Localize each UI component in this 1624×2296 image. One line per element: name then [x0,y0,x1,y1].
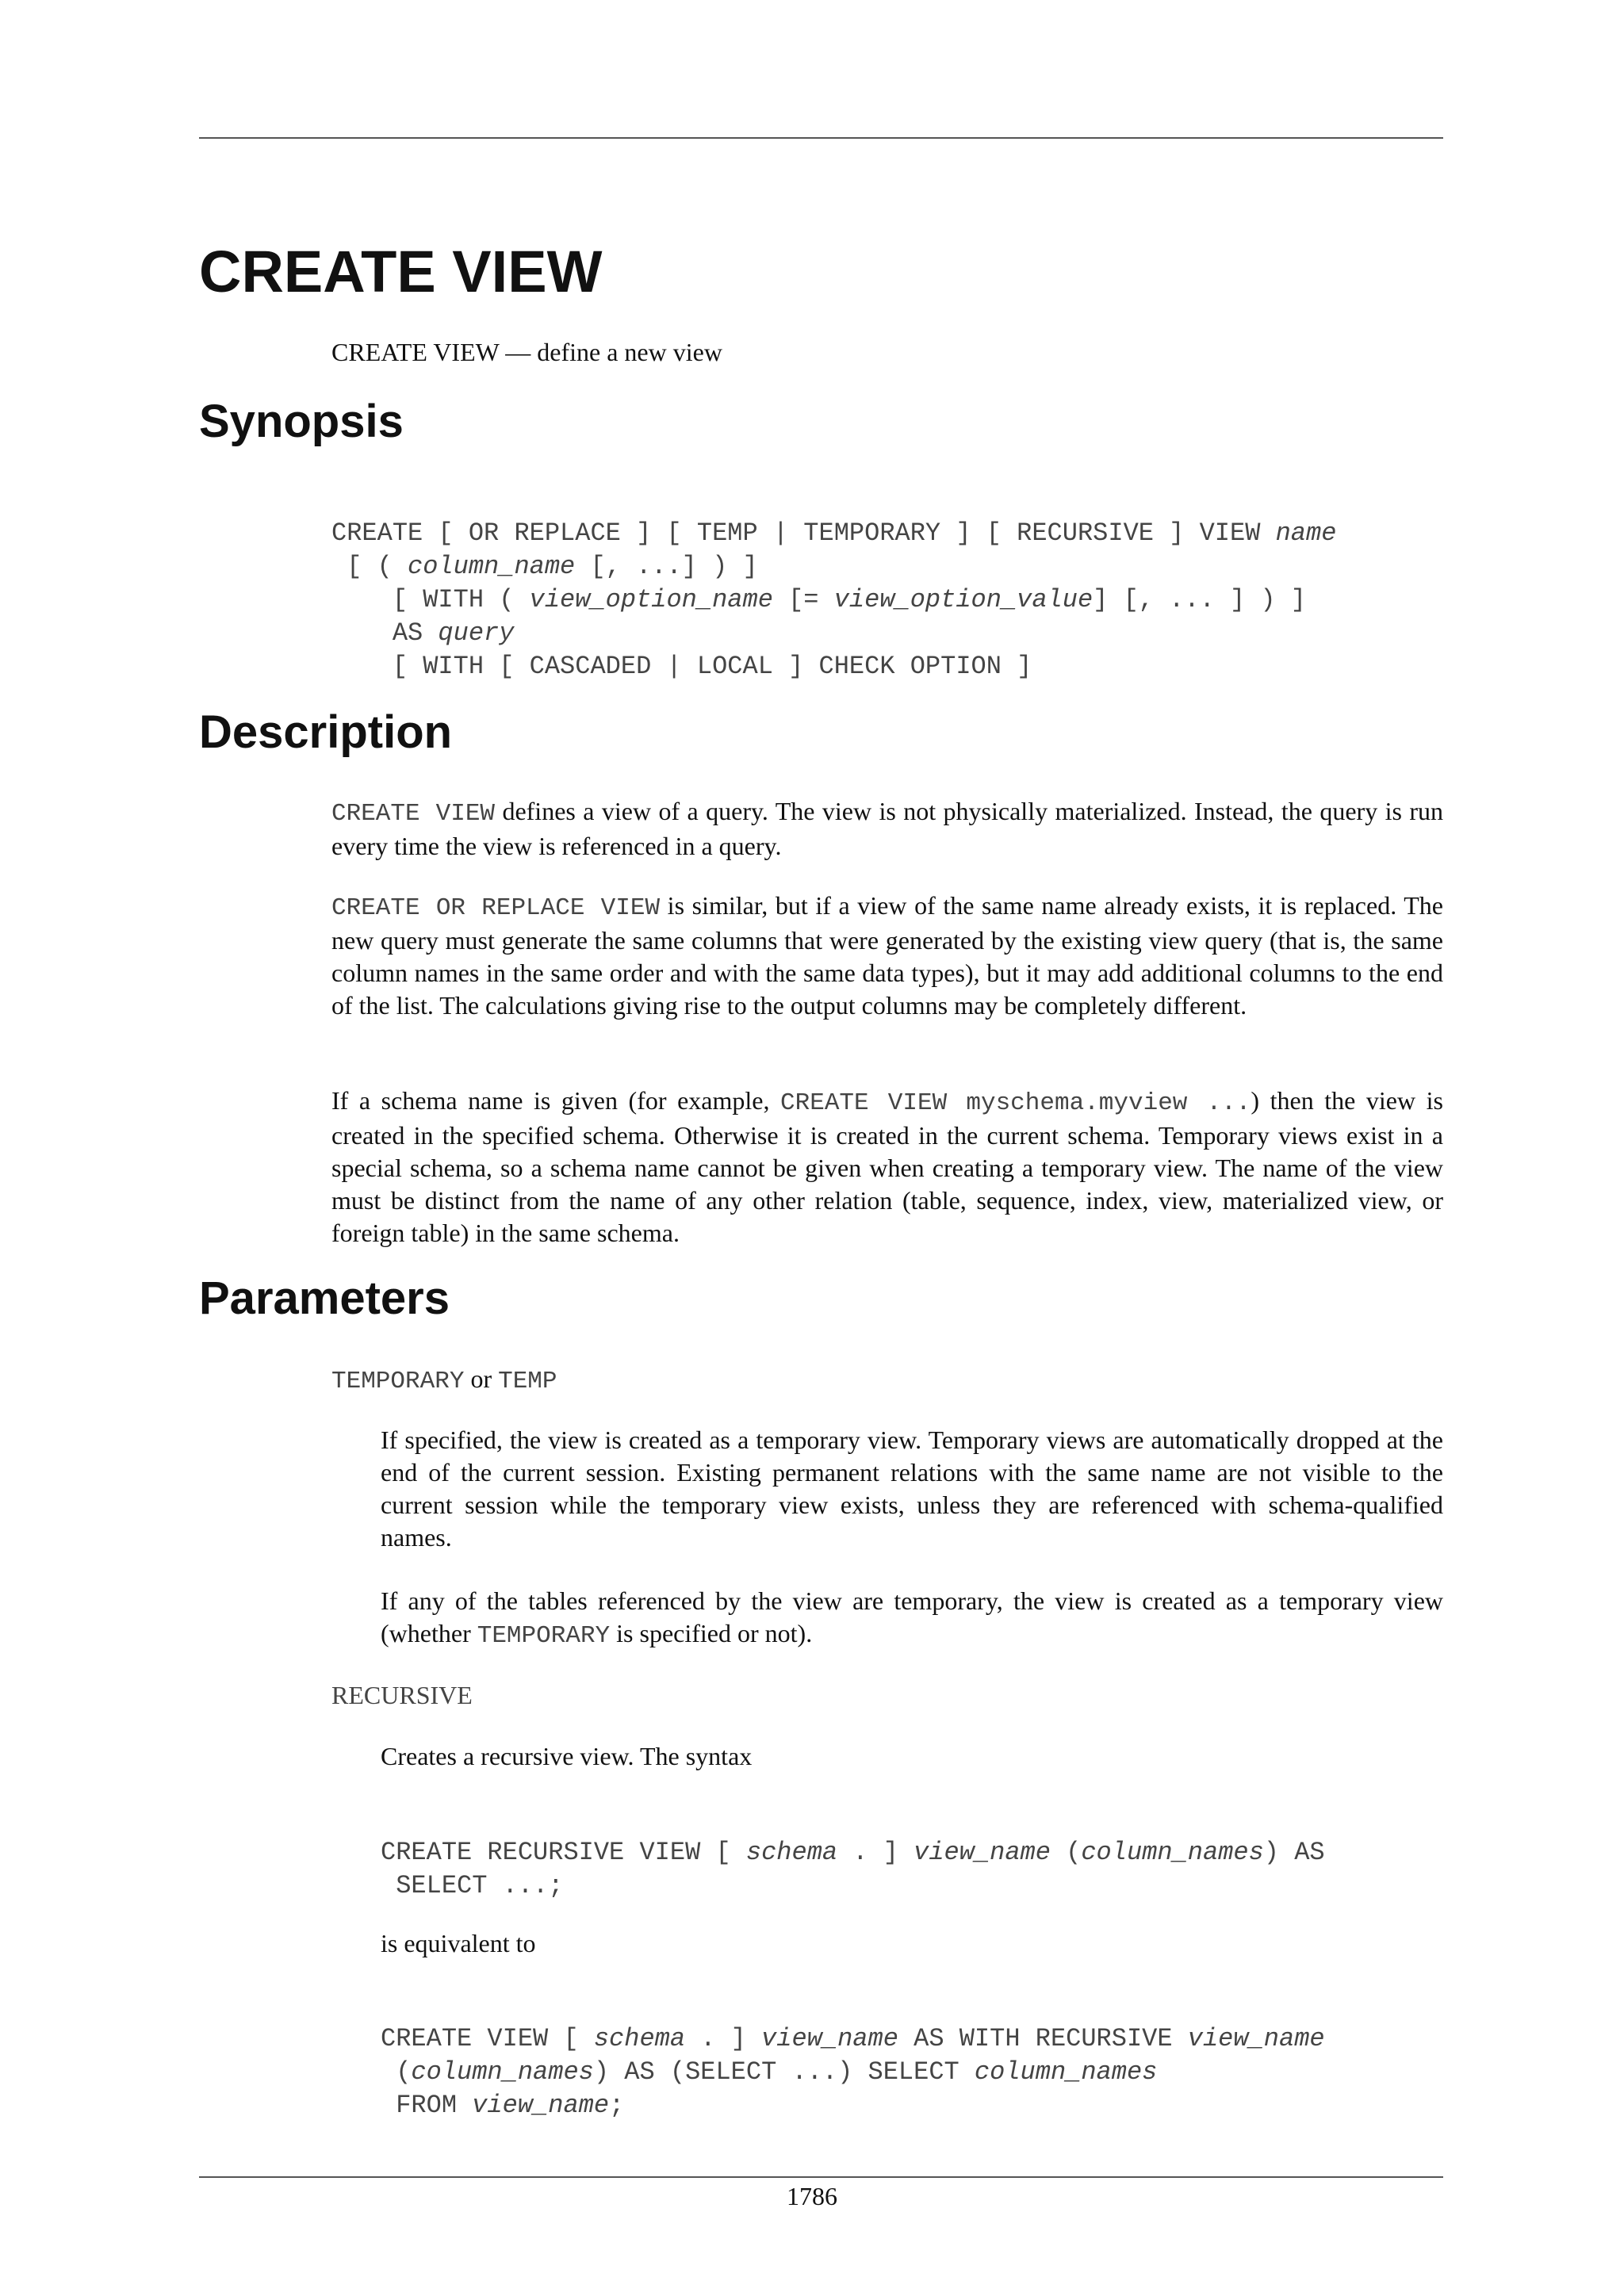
recursive-equivalent-code: CREATE VIEW [ schema . ] view_name AS WITH RECURSIVE view_name (column_names) AS (SELECT ...) SELECT column_names FROM view_name; [381,2024,1325,2120]
equivalence-text: is equivalent to [381,1929,536,1957]
temporary-note: If any of the tables referenced by the view are temporary, the view is created as a temporary view (whether TEMPORARY is specified or not). [381,1586,1443,1650]
recursive-description: Creates a recursive view. The syntax [381,1742,753,1770]
description-heading: Description [199,706,453,758]
param-term-temporary: TEMPORARY or TEMP [331,1364,557,1395]
description-paragraph-3: If a schema name is given (for example, CREATE VIEW myschema.myview ...) then the view is created in the specified schema. Otherwise it is created in the current schema. Temporary views exist in a special schema, so a schema name cannot be given when creating a temporary view. The name of the view must be distinct from the name of any other relation (table, sequence, index, view, materialized view, or foreign table) in the same schema. [331,1086,1444,1247]
description-paragraph-2: CREATE OR REPLACE VIEW is similar, but if a view of the same name already exists, it is replaced. The new query must generate the same columns that were generated by the existing view query (that is, the same column names in the same order and with the same data types), but it may add additional columns to the end of the list. The calculations giving rise to the output columns may be completely different. [331,891,1443,1020]
parameters-heading: Parameters [199,1272,450,1324]
param-term-recursive: RECURSIVE [331,1681,473,1709]
temporary-description: If specified, the view is created as a temporary view. Temporary views are automatically dropped at the end of the current session. Existing permanent relations with the same name are not visible to the current session while the temporary view exists, unless they are referenced with schema-qualified names. [381,1425,1443,1552]
synopsis-heading: Synopsis [199,396,404,447]
page-title: CREATE VIEW [199,239,603,304]
header-rule [199,137,1443,139]
synopsis-code: CREATE [ OR REPLACE ] [ TEMP | TEMPORARY ] [ RECURSIVE ] VIEW name [ ( column_name [, ...] ) ] [ WITH ( view_option_name [= view_option_value] [, ... ] ) ] AS query [ WITH [ CASCADED | LOCAL ] CHECK OPTION ] [331,519,1337,681]
refpurpose: CREATE VIEW — define a new view [331,338,722,366]
recursive-syntax-code: CREATE RECURSIVE VIEW [ schema . ] view_name (column_names) AS SELECT ...; [381,1838,1325,1900]
description-paragraph-1: CREATE VIEW defines a view of a query. The view is not physically materialized. Instead, the query is run every time the view is referenced in a query. [331,797,1444,860]
footer-rule [199,2176,1443,2178]
page-number: 1786 [787,2182,837,2210]
